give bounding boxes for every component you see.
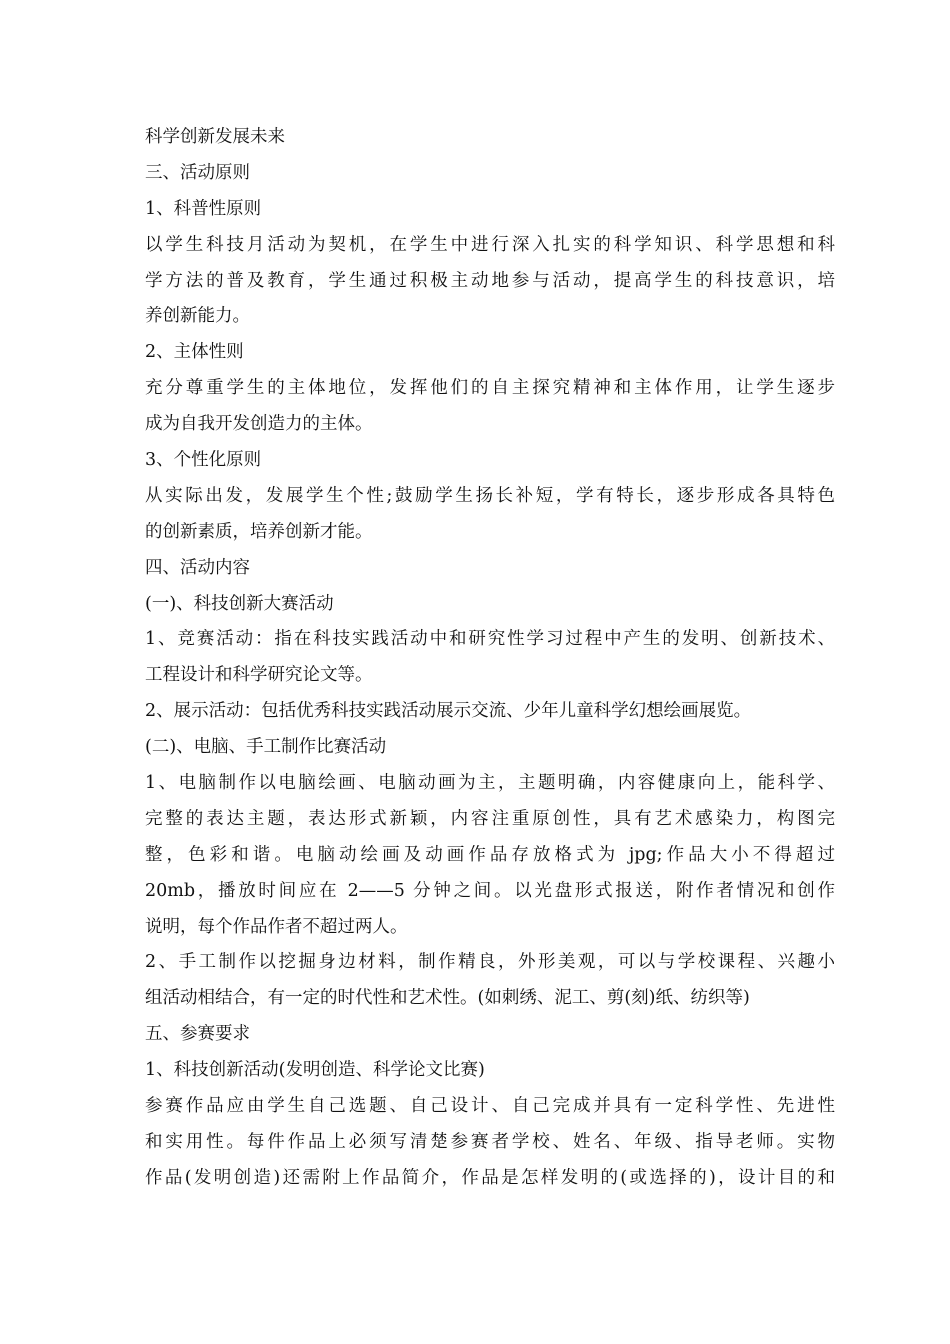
paragraph-line: 完整的表达主题，表达形式新颖，内容注重原创性，具有艺术感染力，构图完	[145, 808, 835, 829]
subsection-heading: 2、主体性则	[145, 342, 244, 363]
paragraph-line: 和实用性。每件作品上必须写清楚参赛者学校、姓名、年级、指导老师。实物	[145, 1131, 835, 1152]
paragraph-line: 学方法的普及教育，学生通过积极主动地参与活动，提高学生的科技意识，培	[145, 270, 835, 291]
subsection-heading: 1、科普性原则	[145, 198, 262, 219]
paragraph-line: 成为自我开发创造力的主体。	[145, 414, 373, 435]
paragraph-line: 养创新能力。	[145, 306, 250, 327]
section-heading: 三、活动原则	[145, 162, 250, 183]
subsection-heading: (二)、电脑、手工制作比赛活动	[145, 737, 387, 758]
paragraph-line: 20mb，播放时间应在 2——5 分钟之间。以光盘形式报送，附作者情况和创作	[145, 880, 835, 901]
paragraph-line: 2、展示活动：包括优秀科技实践活动展示交流、少年儿童科学幻想绘画展览。	[145, 701, 752, 722]
section-heading: 五、参赛要求	[145, 1024, 250, 1045]
paragraph-line: 从实际出发，发展学生个性;鼓励学生扬长补短，学有特长，逐步形成各具特色	[145, 485, 835, 506]
paragraph-line: 作品(发明创造)还需附上作品简介，作品是怎样发明的(或选择的)，设计目的和	[145, 1167, 835, 1188]
paragraph-line: 工程设计和科学研究论文等。	[145, 665, 373, 686]
paragraph-line: 1、竞赛活动：指在科技实践活动中和研究性学习过程中产生的发明、创新技术、	[145, 629, 835, 650]
subsection-heading: 3、个性化原则	[145, 450, 262, 471]
subsection-heading: (一)、科技创新大赛活动	[145, 593, 334, 614]
paragraph-line: 说明，每个作品作者不超过两人。	[145, 916, 408, 937]
document-body	[145, 120, 835, 1197]
subsection-heading: 1、科技创新活动(发明创造、科学论文比赛)	[145, 1060, 485, 1081]
paragraph-line: 的创新素质，培养创新才能。	[145, 521, 373, 542]
paragraph-line: 参赛作品应由学生自己选题、自己设计、自己完成并具有一定科学性、先进性	[145, 1096, 835, 1117]
paragraph-line: 充分尊重学生的主体地位，发挥他们的自主探究精神和主体作用，让学生逐步	[145, 378, 835, 399]
paragraph-line: 组活动相结合，有一定的时代性和艺术性。(如刺绣、泥工、剪(刻)纸、纺织等)	[145, 988, 750, 1009]
section-heading: 四、活动内容	[145, 557, 250, 578]
paragraph-line: 2、手工制作以挖掘身边材料，制作精良，外形美观，可以与学校课程、兴趣小	[145, 952, 835, 973]
paragraph-line: 以学生科技月活动为契机，在学生中进行深入扎实的科学知识、科学思想和科	[145, 234, 835, 255]
paragraph-line: 1、电脑制作以电脑绘画、电脑动画为主，主题明确，内容健康向上，能科学、	[145, 773, 835, 794]
paragraph-line: 整，色彩和谐。电脑动绘画及动画作品存放格式为 jpg;作品大小不得超过	[145, 844, 835, 865]
text-line: 科学创新发展未来	[145, 127, 285, 147]
